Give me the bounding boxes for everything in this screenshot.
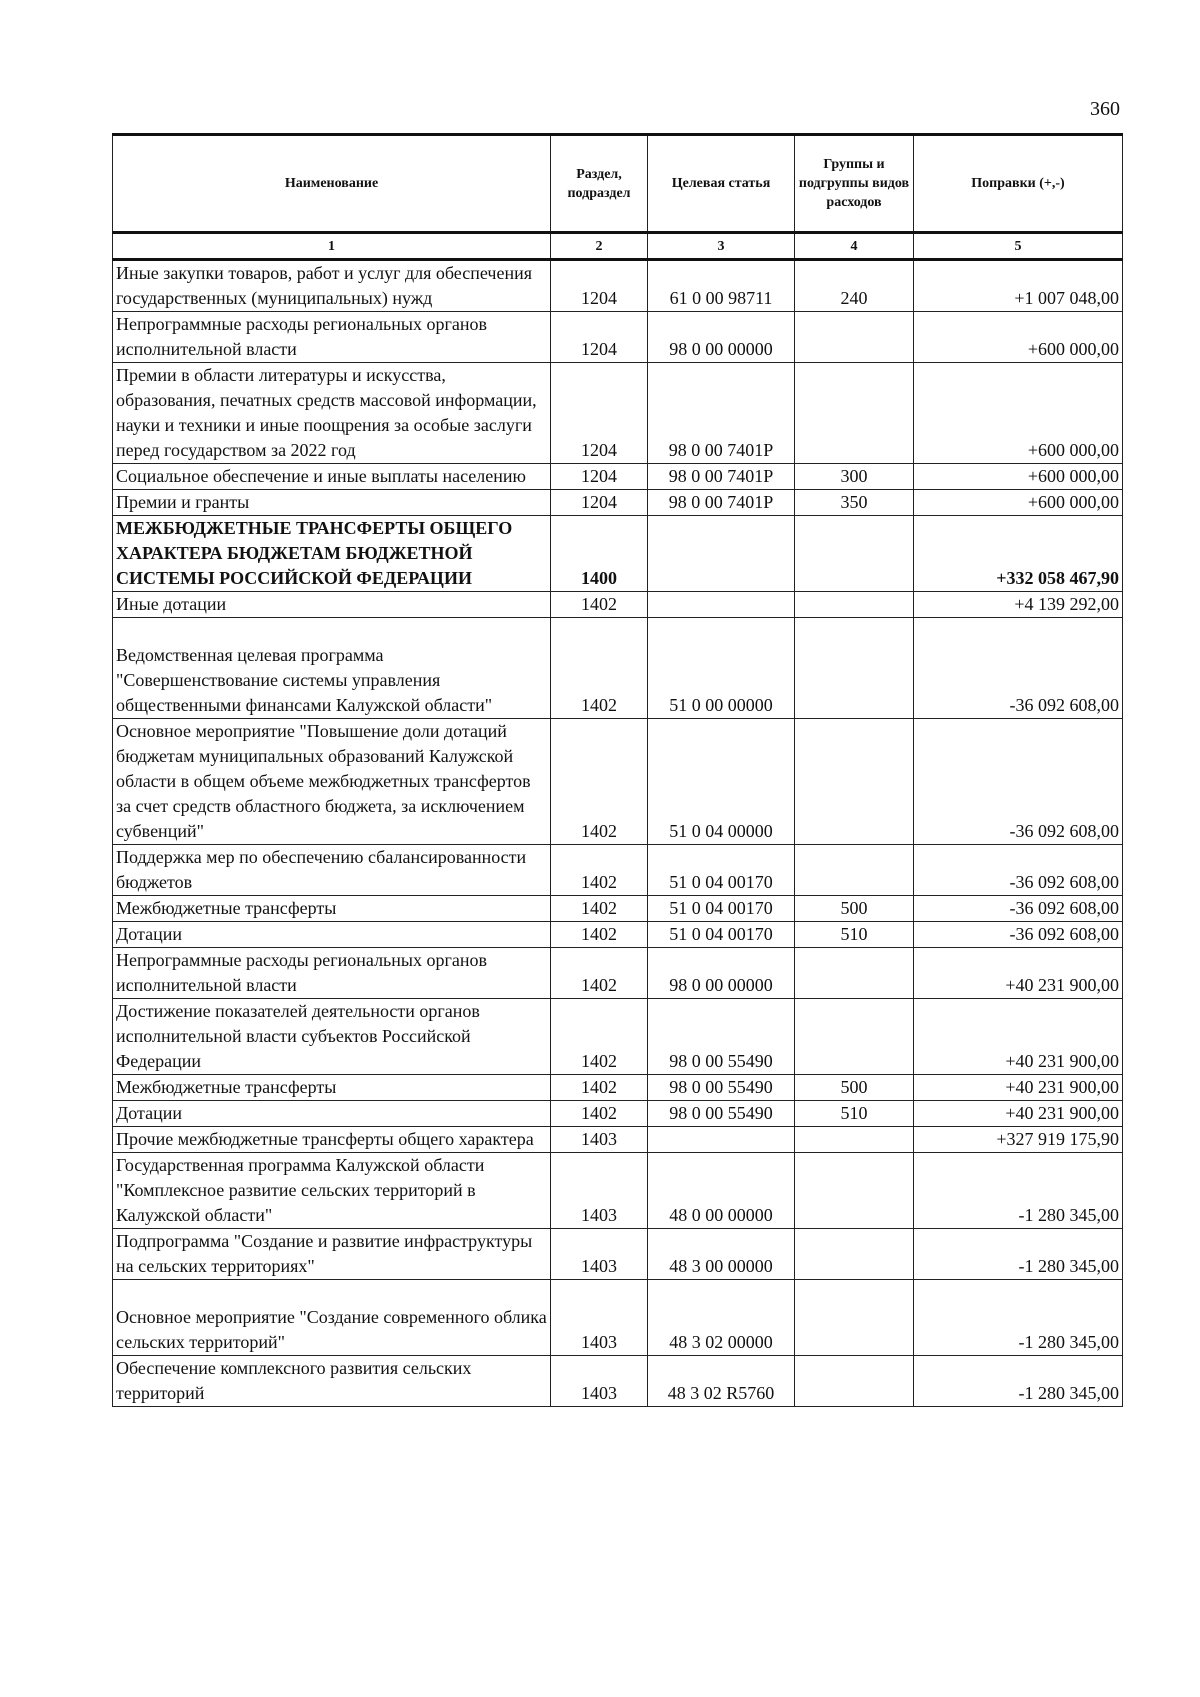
row-expense-group: [795, 1153, 914, 1229]
row-expense-group: [795, 618, 914, 719]
row-expense-group: [795, 592, 914, 618]
row-section: 1402: [551, 922, 648, 948]
row-target-article: [648, 592, 795, 618]
row-expense-group: [795, 1280, 914, 1356]
row-target-article: 51 0 00 00000: [648, 618, 795, 719]
table-row: [113, 363, 1123, 464]
row-target-article: 51 0 04 00170: [648, 922, 795, 948]
row-name: Иные закупки товаров, работ и услуг для обеспечения государственных (муниципальных) нужд: [113, 260, 551, 312]
row-name: Достижение показателей деятельности органов исполнительной власти субъектов Российской Федерации: [113, 999, 551, 1075]
table-row: [113, 1280, 1123, 1356]
row-name: Социальное обеспечение и иные выплаты населению: [113, 464, 551, 490]
row-name: Поддержка мер по обеспечению сбалансированности бюджетов: [113, 845, 551, 896]
row-target-article: 98 0 00 00000: [648, 948, 795, 999]
row-target-article: 48 3 00 00000: [648, 1229, 795, 1280]
table-row: [113, 490, 1123, 516]
row-name: Иные дотации: [113, 592, 551, 618]
header-number-2: 2: [551, 233, 648, 260]
row-name: Межбюджетные трансферты: [113, 1075, 551, 1101]
row-section: 1204: [551, 312, 648, 363]
header-number-5: 5: [914, 233, 1123, 260]
row-section: 1204: [551, 260, 648, 312]
row-section: 1402: [551, 845, 648, 896]
row-name: Ведомственная целевая программа "Совершенствование системы управления общественными финансами Калужской области": [113, 618, 551, 719]
row-expense-group: 240: [795, 260, 914, 312]
row-expense-group: 510: [795, 922, 914, 948]
row-section: 1402: [551, 948, 648, 999]
row-expense-group: [795, 845, 914, 896]
row-target-article: 61 0 00 98711: [648, 260, 795, 312]
row-section: 1403: [551, 1356, 648, 1407]
row-amount: +1 007 048,00: [914, 260, 1123, 312]
row-target-article: 48 0 00 00000: [648, 1153, 795, 1229]
row-name: Подпрограмма "Создание и развитие инфраструктуры на сельских территориях": [113, 1229, 551, 1280]
row-name: Премии и гранты: [113, 490, 551, 516]
row-section: 1402: [551, 1101, 648, 1127]
row-name: Государственная программа Калужской области "Комплексное развитие сельских территорий в Калужской области": [113, 1153, 551, 1229]
header-section: Раздел, подраздел: [551, 135, 648, 233]
row-amount: -36 092 608,00: [914, 845, 1123, 896]
row-name: Непрограммные расходы региональных органов исполнительной власти: [113, 312, 551, 363]
table-row: [113, 1229, 1123, 1280]
row-section: 1402: [551, 592, 648, 618]
row-expense-group: [795, 1229, 914, 1280]
row-target-article: 98 0 00 7401Р: [648, 464, 795, 490]
row-section: 1400: [551, 516, 648, 592]
row-target-article: 51 0 04 00170: [648, 845, 795, 896]
table-row: [113, 1356, 1123, 1407]
row-section: 1204: [551, 490, 648, 516]
row-name: Дотации: [113, 922, 551, 948]
row-amount: -1 280 345,00: [914, 1153, 1123, 1229]
page-number: 360: [1090, 98, 1120, 120]
table-row: [113, 618, 1123, 719]
header-expense-groups: Группы и подгруппы видов расходов: [795, 135, 914, 233]
row-name: Прочие межбюджетные трансферты общего характера: [113, 1127, 551, 1153]
row-name: МЕЖБЮДЖЕТНЫЕ ТРАНСФЕРТЫ ОБЩЕГО ХАРАКТЕРА БЮДЖЕТАМ БЮДЖЕТНОЙ СИСТЕМЫ РОССИЙСКОЙ ФЕДЕРАЦИИ: [113, 516, 551, 592]
row-target-article: 48 3 02 00000: [648, 1280, 795, 1356]
row-amount: +600 000,00: [914, 490, 1123, 516]
row-expense-group: [795, 1356, 914, 1407]
table-row: [113, 1101, 1123, 1127]
table-row: [113, 516, 1123, 592]
row-expense-group: [795, 948, 914, 999]
row-target-article: 51 0 04 00170: [648, 896, 795, 922]
row-expense-group: [795, 719, 914, 845]
row-expense-group: 500: [795, 896, 914, 922]
row-target-article: 98 0 00 55490: [648, 1101, 795, 1127]
row-name: Обеспечение комплексного развития сельских территорий: [113, 1356, 551, 1407]
row-expense-group: 350: [795, 490, 914, 516]
row-expense-group: 510: [795, 1101, 914, 1127]
row-amount: +40 231 900,00: [914, 1075, 1123, 1101]
table-row: [113, 592, 1123, 618]
row-target-article: 98 0 00 55490: [648, 999, 795, 1075]
table-row: [113, 948, 1123, 999]
table-row: [113, 312, 1123, 363]
row-amount: +4 139 292,00: [914, 592, 1123, 618]
row-name: Основное мероприятие "Создание современного облика сельских территорий": [113, 1280, 551, 1356]
header-name: Наименование: [113, 135, 551, 233]
row-section: 1204: [551, 363, 648, 464]
row-expense-group: 300: [795, 464, 914, 490]
table-row: [113, 260, 1123, 312]
row-expense-group: [795, 999, 914, 1075]
row-name: Межбюджетные трансферты: [113, 896, 551, 922]
row-amount: +600 000,00: [914, 363, 1123, 464]
budget-amendments-table: [112, 133, 1123, 1407]
row-target-article: 98 0 00 55490: [648, 1075, 795, 1101]
row-amount: +40 231 900,00: [914, 948, 1123, 999]
header-number-4: 4: [795, 233, 914, 260]
row-amount: -1 280 345,00: [914, 1356, 1123, 1407]
row-name: Основное мероприятие "Повышение доли дотаций бюджетам муниципальных образований Калужской области в общем объеме межбюджетных трансфертов за счет средств областного бюджета, за исключением субвенций": [113, 719, 551, 845]
row-section: 1402: [551, 618, 648, 719]
table-row: [113, 845, 1123, 896]
row-amount: -1 280 345,00: [914, 1280, 1123, 1356]
row-expense-group: [795, 516, 914, 592]
row-target-article: [648, 1127, 795, 1153]
row-target-article: 98 0 00 00000: [648, 312, 795, 363]
row-amount: +40 231 900,00: [914, 999, 1123, 1075]
row-section: 1402: [551, 719, 648, 845]
row-expense-group: [795, 1127, 914, 1153]
table-row: [113, 464, 1123, 490]
row-name: Дотации: [113, 1101, 551, 1127]
row-target-article: 98 0 00 7401Р: [648, 490, 795, 516]
table-row: [113, 1153, 1123, 1229]
row-section: 1403: [551, 1229, 648, 1280]
header-number-3: 3: [648, 233, 795, 260]
row-section: 1403: [551, 1153, 648, 1229]
table-row: [113, 1075, 1123, 1101]
row-section: 1204: [551, 464, 648, 490]
header-target-article: Целевая статья: [648, 135, 795, 233]
row-expense-group: 500: [795, 1075, 914, 1101]
row-section: 1402: [551, 999, 648, 1075]
row-amount: -36 092 608,00: [914, 922, 1123, 948]
row-name: Непрограммные расходы региональных органов исполнительной власти: [113, 948, 551, 999]
row-amount: -36 092 608,00: [914, 896, 1123, 922]
row-section: 1403: [551, 1280, 648, 1356]
row-amount: -36 092 608,00: [914, 618, 1123, 719]
row-target-article: [648, 516, 795, 592]
row-expense-group: [795, 363, 914, 464]
row-amount: +600 000,00: [914, 464, 1123, 490]
row-target-article: 51 0 04 00000: [648, 719, 795, 845]
row-target-article: 98 0 00 7401Р: [648, 363, 795, 464]
row-section: 1402: [551, 896, 648, 922]
row-amount: +332 058 467,90: [914, 516, 1123, 592]
row-amount: +327 919 175,90: [914, 1127, 1123, 1153]
row-name: Премии в области литературы и искусства, образования, печатных средств массовой информации, науки и техники и иные поощрения за особые заслуги перед государством за 2022 год: [113, 363, 551, 464]
table-row: [113, 896, 1123, 922]
row-amount: +600 000,00: [914, 312, 1123, 363]
row-amount: +40 231 900,00: [914, 1101, 1123, 1127]
row-section: 1403: [551, 1127, 648, 1153]
row-target-article: 48 3 02 R5760: [648, 1356, 795, 1407]
row-section: 1402: [551, 1075, 648, 1101]
row-expense-group: [795, 312, 914, 363]
row-amount: -36 092 608,00: [914, 719, 1123, 845]
header-amendments: Поправки (+,-): [914, 135, 1123, 233]
table-row: [113, 719, 1123, 845]
table-row: [113, 1127, 1123, 1153]
row-amount: -1 280 345,00: [914, 1229, 1123, 1280]
header-number-1: 1: [113, 233, 551, 260]
table-row: [113, 922, 1123, 948]
table-row: [113, 999, 1123, 1075]
